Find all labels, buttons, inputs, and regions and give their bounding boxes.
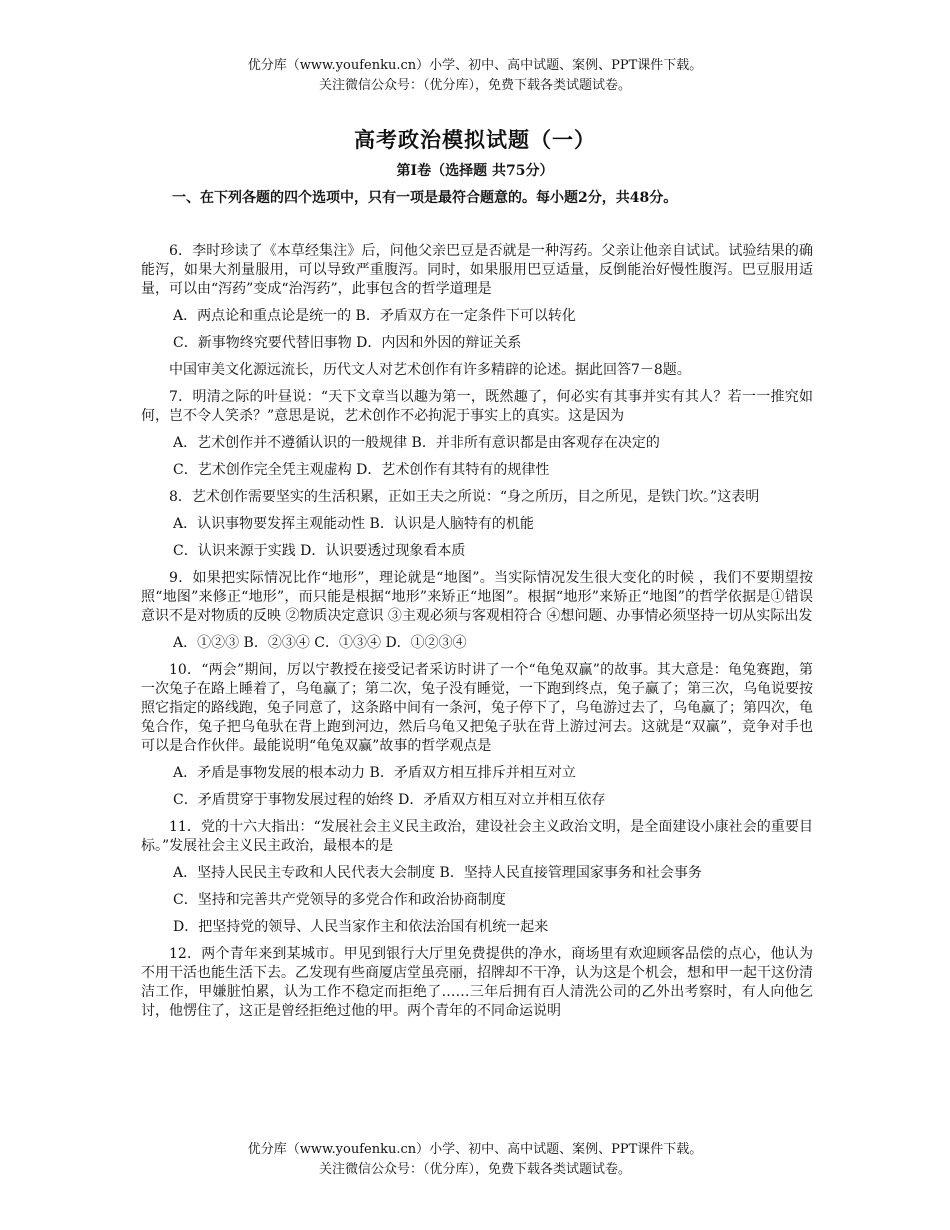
- exam-title: 高考政治模拟试题（一）: [354, 127, 596, 152]
- question-9-options: A．①②③ B．②③④ C．①③④ D．①②③④: [173, 635, 467, 651]
- question-10-options-ab: A．矛盾是事物发展的根本动力 B．矛盾双方相互排斥并相互对立: [173, 765, 576, 781]
- page-header: [0, 56, 950, 96]
- question-10-options-cd: C．矛盾贯穿于事物发展过程的始终 D．矛盾双方相互对立并相互依存: [173, 792, 606, 808]
- question-12-stem: 12．两个青年来到某城市。甲见到银行大厅里免费提供的净水，商场里有欢迎顾客品偿的点心，他认为不用干活也能生活下去。乙发现有些商厦店堂虽亮丽，招牌却不干净，认为这是个机会，想和甲一起干这份清洁工作，甲嫌脏怕累，认为工作不稳定而拒绝了……三年后拥有百人清洗公司的乙外出考察时，有人向他乞讨，他愣住了，这正是曾经拒绝过他的甲。两个青年的不同命运说明: [141, 946, 813, 1019]
- question-7-options-cd: C．艺术创作完全凭主观虚构 D．艺术创作有其特有的规律性: [173, 462, 550, 478]
- question-list: [141, 242, 813, 1021]
- question-8-stem: 8．艺术创作需要坚实的生活积累，正如王夫之所说：“身之所历，目之所见，是铁门坎。”这表明: [169, 489, 760, 505]
- section-instruction: 一、在下列各题的四个选项中，只有一项是最符合题意的。每小题2分，共48分。: [172, 190, 678, 206]
- footer-line-1: 优分库（www.youfenku.cn）小学、初中、高中试题、案例、PPT课件下载。: [247, 1142, 703, 1157]
- question-11-option-c: C．坚持和完善共产党领导的多党合作和政治协商制度: [173, 892, 506, 908]
- section-subtitle: 第Ⅰ卷（选择题 共75分）: [396, 163, 554, 179]
- question-7-stem: 7．明清之际的叶昼说：“天下文章当以趣为第一，既然趣了，何必实有其事并实有其人？若一一推究如何，岂不令人笑杀？”意思是说，艺术创作不必拘泥于事实上的真实。这是因为: [141, 389, 813, 424]
- question-11-stem: 11．党的十六大指出：“发展社会主义民主政治，建设社会主义政治文明，是全面建设小康社会的重要目标。”发展社会主义民主政治，最根本的是: [141, 819, 813, 854]
- page-footer: [0, 1140, 950, 1180]
- question-9-stem: 9．如果把实际情况比作“地形”，理论就是“地图”。当实际情况发生很大变化的时候 ，我们不要期望按照“地图”来修正“地形”，而只能是根据“地形”来矫正“地图”。根据“地形”来矫正“地图”的哲学依据是①错误意识不是对物质的反映 ②物质决定意识 ③主观必须与客观相符合 ④想问题、办事情必须坚持一切从实际出发: [141, 570, 813, 624]
- question-6-options-cd: C．新事物终究要代替旧事物 D．内因和外因的辩证关系: [173, 335, 522, 351]
- question-11-option-d: D．把坚持党的领导、人民当家作主和依法治国有机统一起来: [173, 919, 549, 935]
- question-6-options-ab: A．两点论和重点论是统一的 B．矛盾双方在一定条件下可以转化: [173, 308, 576, 324]
- question-7-options-ab: A．艺术创作并不遵循认识的一般规律 B．并非所有意识都是由客观存在决定的: [173, 435, 660, 451]
- questions-7-8-intro: 中国审美文化源远流长，历代文人对艺术创作有许多精辟的论述。据此回答7－8题。: [169, 362, 691, 378]
- question-10-stem: 10．“两会”期间，厉以宁教授在接受记者采访时讲了一个“龟兔双赢”的故事。其大意是：龟兔赛跑，第一次兔子在路上睡着了，乌龟赢了；第二次，兔子没有睡觉，一下跑到终点，兔子赢了；第三次，乌龟说要按照它指定的路线跑，兔子同意了，这条路中间有一条河，兔子停下了，乌龟游过去了，乌龟赢了；第四次，龟兔合作，兔子把乌龟驮在背上跑到河边，然后乌龟又把兔子驮在背上游过河去。这就是“双赢”，竞争对手也可以是合作伙伴。最能说明“龟兔双赢”故事的哲学观点是: [141, 662, 813, 754]
- header-line-1: 优分库（www.youfenku.cn）小学、初中、高中试题、案例、PPT课件下载。: [247, 58, 703, 73]
- question-8-options-ab: A．认识事物要发挥主观能动性 B．认识是人脑特有的机能: [173, 516, 534, 532]
- question-6-stem: 6．李时珍读了《本草经集注》后，问他父亲巴豆是否就是一种泻药。父亲让他亲自试试。试验结果的确能泻，如果大剂量服用，可以导致严重腹泻。同时，如果服用巴豆适量，反倒能治好慢性腹泻。巴豆服用适量，可以由“泻药”变成“治泻药”，此事包含的哲学道理是: [141, 243, 813, 297]
- footer-line-2: 关注微信公众号：（优分库），免费下载各类试题试卷。: [318, 1162, 631, 1177]
- header-line-2: 关注微信公众号：（优分库），免费下载各类试题试卷。: [318, 78, 631, 93]
- question-8-options-cd: C．认识来源于实践 D．认识要透过现象看本质: [173, 543, 466, 559]
- question-11-options-ab: A．坚持人民民主专政和人民代表大会制度 B．坚持人民直接管理国家事务和社会事务: [173, 865, 702, 881]
